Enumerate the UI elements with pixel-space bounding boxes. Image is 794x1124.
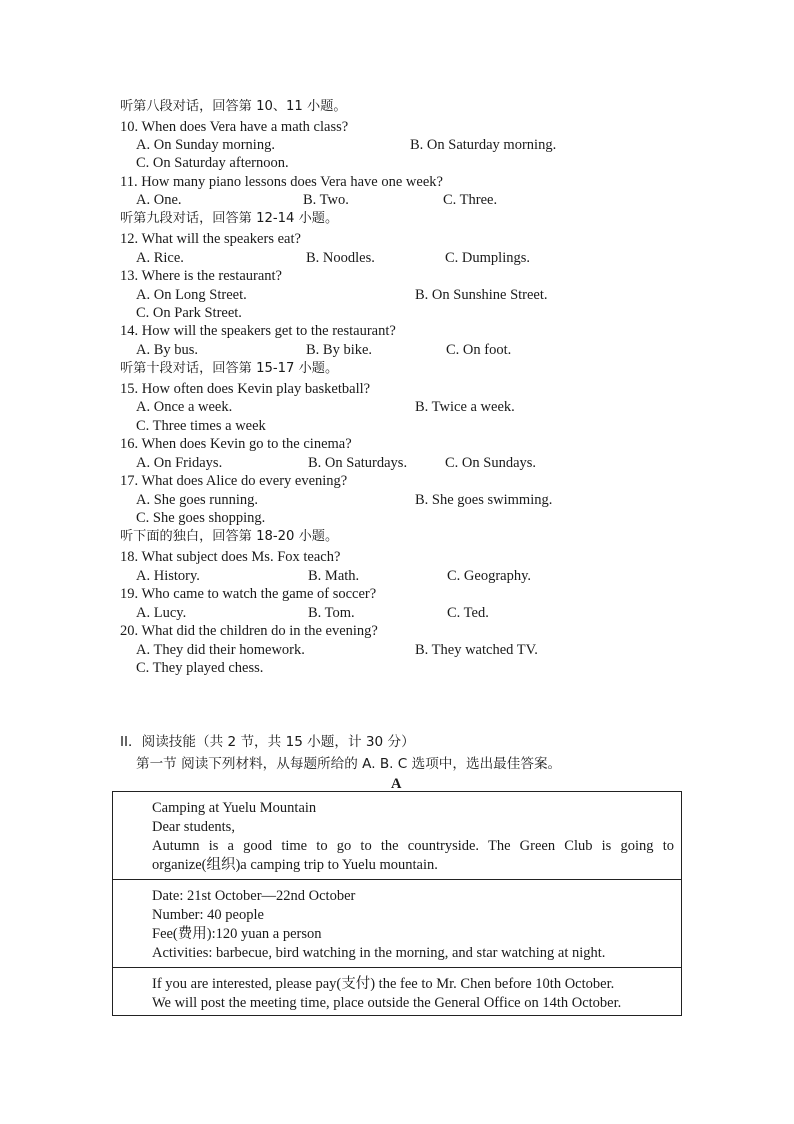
notice-meeting-info: We will post the meeting time, place outside the General Office on 14th October. bbox=[152, 995, 622, 1011]
passage-label: A bbox=[391, 776, 402, 792]
q15-option-a: A. Once a week. bbox=[136, 399, 233, 415]
q18-option-c: C. Geography. bbox=[447, 568, 532, 584]
q14-option-c: C. On foot. bbox=[446, 342, 512, 358]
section-9-instruction: 听第九段对话，回答第 12-14 小题。 bbox=[120, 211, 339, 226]
notice-divider-1 bbox=[113, 879, 681, 880]
notice-date: Date: 21st October—22nd October bbox=[152, 888, 356, 904]
question-15: 15. How often does Kevin play basketball? bbox=[120, 381, 371, 397]
question-18: 18. What subject does Ms. Fox teach? bbox=[120, 549, 341, 565]
notice-body-line-2: organize(组织)a camping trip to Yuelu mountain. bbox=[152, 857, 438, 873]
question-11: 11. How many piano lessons does Vera have one week? bbox=[120, 174, 443, 190]
q11-option-a: A. One. bbox=[136, 192, 182, 208]
q18-option-a: A. History. bbox=[136, 568, 200, 584]
section-11-instruction: 听下面的独白，回答第 18-20 小题。 bbox=[120, 529, 339, 544]
q14-option-b: B. By bike. bbox=[306, 342, 373, 358]
question-17: 17. What does Alice do every evening? bbox=[120, 473, 348, 489]
q13-option-a: A. On Long Street. bbox=[136, 287, 247, 303]
q15-option-c: C. Three times a week bbox=[136, 418, 266, 434]
q20-option-a: A. They did their homework. bbox=[136, 642, 305, 658]
notice-fee: Fee(费用):120 yuan a person bbox=[152, 926, 322, 942]
q11-option-b: B. Two. bbox=[303, 192, 349, 208]
q19-option-c: C. Ted. bbox=[447, 605, 489, 621]
section-10-instruction: 听第十段对话，回答第 15-17 小题。 bbox=[120, 361, 339, 376]
q14-option-a: A. By bus. bbox=[136, 342, 199, 358]
question-20: 20. What did the children do in the evening? bbox=[120, 623, 378, 639]
section-8-instruction: 听第八段对话，回答第 10、11 小题。 bbox=[120, 99, 347, 114]
q17-option-c: C. She goes shopping. bbox=[136, 510, 266, 526]
notice-greeting: Dear students, bbox=[152, 819, 235, 835]
notice-box bbox=[112, 791, 682, 1016]
q16-option-b: B. On Saturdays. bbox=[308, 455, 408, 471]
question-10: 10. When does Vera have a math class? bbox=[120, 119, 349, 135]
q18-option-b: B. Math. bbox=[308, 568, 360, 584]
q19-option-a: A. Lucy. bbox=[136, 605, 187, 621]
question-13: 13. Where is the restaurant? bbox=[120, 268, 282, 284]
q16-option-c: C. On Sundays. bbox=[445, 455, 537, 471]
question-12: 12. What will the speakers eat? bbox=[120, 231, 301, 247]
q12-option-c: C. Dumplings. bbox=[445, 250, 530, 266]
notice-number: Number: 40 people bbox=[152, 907, 264, 923]
q11-option-c: C. Three. bbox=[443, 192, 498, 208]
q20-option-b: B. They watched TV. bbox=[415, 642, 538, 658]
q10-option-b: B. On Saturday morning. bbox=[410, 137, 557, 153]
q10-option-a: A. On Sunday morning. bbox=[136, 137, 275, 153]
q19-option-b: B. Tom. bbox=[308, 605, 355, 621]
q12-option-b: B. Noodles. bbox=[306, 250, 375, 266]
question-14: 14. How will the speakers get to the restaurant? bbox=[120, 323, 396, 339]
q10-option-c: C. On Saturday afternoon. bbox=[136, 155, 289, 171]
q15-option-b: B. Twice a week. bbox=[415, 399, 515, 415]
q12-option-a: A. Rice. bbox=[136, 250, 184, 266]
reading-instruction: 第一节 阅读下列材料，从每题所给的 A. B. C 选项中，选出最佳答案。 bbox=[136, 756, 562, 772]
reading-section-heading: II．阅读技能（共 2 节，共 15 小题，计 30 分） bbox=[120, 734, 415, 750]
question-19: 19. Who came to watch the game of soccer? bbox=[120, 586, 377, 602]
notice-divider-2 bbox=[113, 967, 681, 968]
q17-option-b: B. She goes swimming. bbox=[415, 492, 553, 508]
q13-option-c: C. On Park Street. bbox=[136, 305, 242, 321]
q20-option-c: C. They played chess. bbox=[136, 660, 264, 676]
notice-title: Camping at Yuelu Mountain bbox=[152, 800, 317, 816]
notice-body-line-1: Autumn is a good time to go to the countryside. The Green Club is going to bbox=[152, 838, 674, 854]
q13-option-b: B. On Sunshine Street. bbox=[415, 287, 548, 303]
q16-option-a: A. On Fridays. bbox=[136, 455, 223, 471]
notice-payment: If you are interested, please pay(支付) the fee to Mr. Chen before 10th October. bbox=[152, 976, 615, 992]
question-16: 16. When does Kevin go to the cinema? bbox=[120, 436, 352, 452]
q17-option-a: A. She goes running. bbox=[136, 492, 259, 508]
notice-activities: Activities: barbecue, bird watching in the morning, and star watching at night. bbox=[152, 945, 606, 961]
